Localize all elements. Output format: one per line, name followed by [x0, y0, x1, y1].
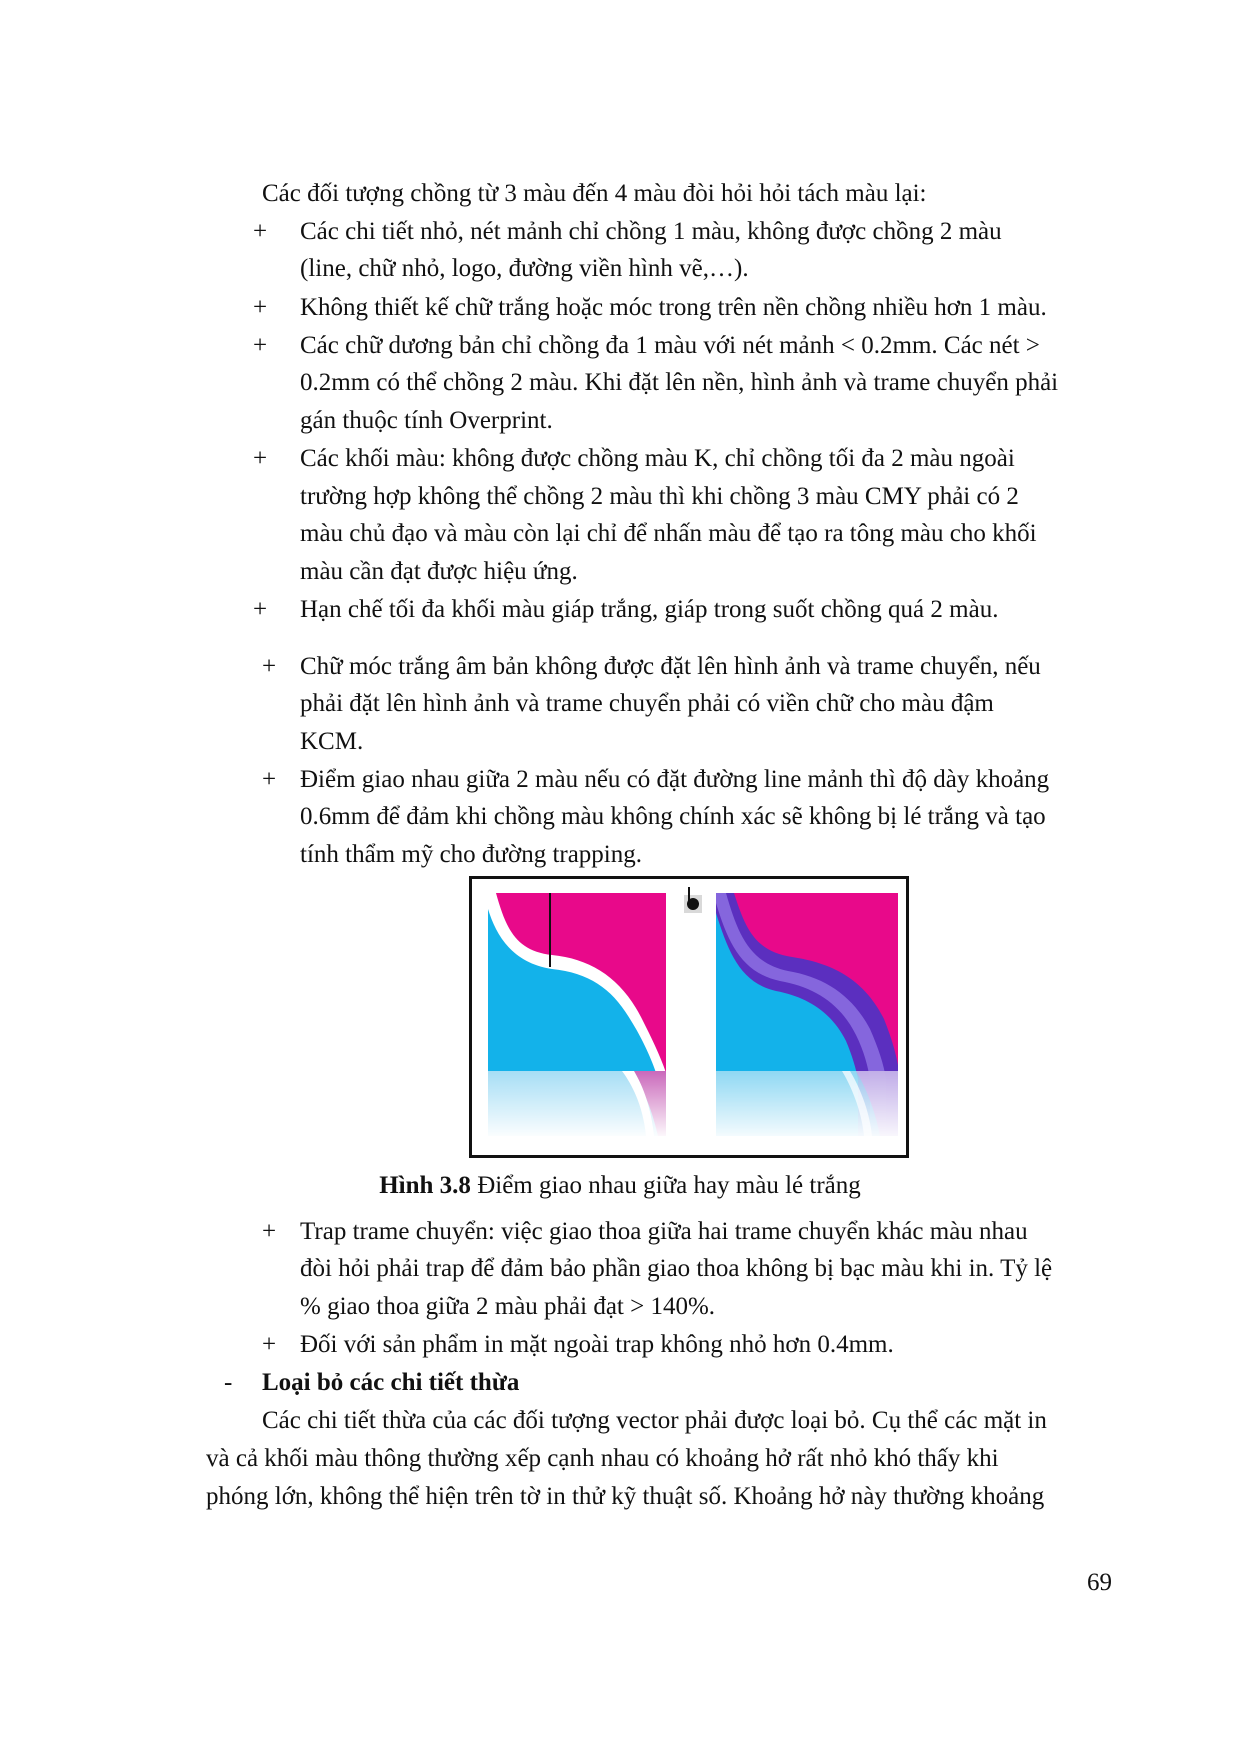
bullet-7-line-3: tính thẩm mỹ cho đường trapping. [300, 841, 643, 868]
bullet-6-line-2: phải đặt lên hình ảnh và trame chuyển phải có viền chữ cho màu đậm [300, 690, 994, 717]
bullet-marker: + [253, 294, 268, 321]
bullet-6-line-3: KCM. [300, 728, 364, 755]
bullet-4-line-2: trường hợp không thể chồng 2 màu thì khi chồng 3 màu CMY phải có 2 [300, 483, 1019, 510]
bullet-4-line-4: màu cần đạt được hiệu ứng. [300, 558, 578, 585]
bullet-4-line-3: màu chủ đạo và màu còn lại chỉ để nhấn màu để tạo ra tông màu cho khối [300, 520, 1037, 547]
paragraph-line-2: và cả khối màu thông thường xếp cạnh nhau có khoảng hở rất nhỏ khó thấy khi [206, 1445, 999, 1472]
figure-label: Hình 3.8 [379, 1172, 471, 1199]
dash-marker: - [224, 1369, 233, 1396]
figure-3-8 [469, 876, 909, 1158]
bullet-7-line-2: 0.6mm để đảm khi chồng màu không chính xác sẽ không bị lé trắng và tạo [300, 803, 1046, 830]
left-panel-white-gap [488, 893, 668, 1136]
bullet-4-line-1: Các khối màu: không được chồng màu K, chỉ chồng tối đa 2 màu ngoài [300, 445, 1015, 472]
bullet-8-line-3: % giao thoa giữa 2 màu phải đạt > 140%. [300, 1293, 716, 1320]
section-heading: Loại bỏ các chi tiết thừa [262, 1369, 520, 1396]
bullet-8-line-1: Trap trame chuyển: việc giao thoa giữa hai trame chuyển khác màu nhau [300, 1218, 1028, 1245]
bullet-marker: + [262, 766, 277, 793]
bullet-8-line-2: đòi hỏi phải trap để đảm bảo phần giao thoa không bị bạc màu khi in. Tỷ lệ [300, 1255, 1053, 1282]
bullet-marker: + [253, 332, 268, 359]
bullet-2-line-1: Không thiết kế chữ trắng hoặc móc trong trên nền chồng nhiều hơn 1 màu. [300, 294, 1047, 321]
paragraph-line-3: phóng lớn, không thể hiện trên tờ in thử kỹ thuật số. Khoảng hở này thường khoảng [206, 1483, 1045, 1510]
registration-mark [684, 887, 702, 913]
bullet-3-line-2: 0.2mm có thể chồng 2 màu. Khi đặt lên nền, hình ảnh và trame chuyển phải [300, 369, 1059, 396]
page-number: 69 [1087, 1569, 1112, 1596]
bullet-1-line-2: (line, chữ nhỏ, logo, đường viền hình vẽ,…). [300, 255, 749, 282]
bullet-marker: + [262, 1218, 277, 1245]
bullet-marker: + [253, 445, 268, 472]
paragraph-line-1: Các chi tiết thừa của các đối tượng vector phải được loại bỏ. Cụ thể các mặt in [262, 1407, 1047, 1434]
bullet-marker: + [262, 653, 277, 680]
bullet-3-line-1: Các chữ dương bản chỉ chồng đa 1 màu với nét mảnh < 0.2mm. Các nét > [300, 332, 1040, 359]
bullet-marker: + [253, 596, 268, 623]
bullet-marker: + [253, 218, 268, 245]
figure-caption-text: Điểm giao nhau giữa hay màu lé trắng [470, 1172, 861, 1199]
intro-text: Các đối tượng chồng từ 3 màu đến 4 màu đòi hỏi hỏi tách màu lại: [262, 180, 927, 207]
bullet-marker: + [262, 1331, 277, 1358]
figure-caption [0, 1173, 1240, 1198]
bullet-5-line-1: Hạn chế tối đa khối màu giáp trắng, giáp trong suốt chồng quá 2 màu. [300, 596, 999, 623]
bullet-3-line-3: gán thuộc tính Overprint. [300, 407, 553, 434]
bullet-6-line-1: Chữ móc trắng âm bản không được đặt lên hình ảnh và trame chuyển, nếu [300, 653, 1041, 680]
bullet-7-line-1: Điểm giao nhau giữa 2 màu nếu có đặt đường line mảnh thì độ dày khoảng [300, 766, 1050, 793]
trapping-illustration [472, 879, 906, 1155]
right-panel-trapped [716, 893, 900, 1136]
bullet-9-line-1: Đối với sản phẩm in mặt ngoài trap không nhỏ hơn 0.4mm. [300, 1331, 894, 1358]
bullet-1-line-1: Các chi tiết nhỏ, nét mảnh chỉ chồng 1 màu, không được chồng 2 màu [300, 218, 1002, 245]
